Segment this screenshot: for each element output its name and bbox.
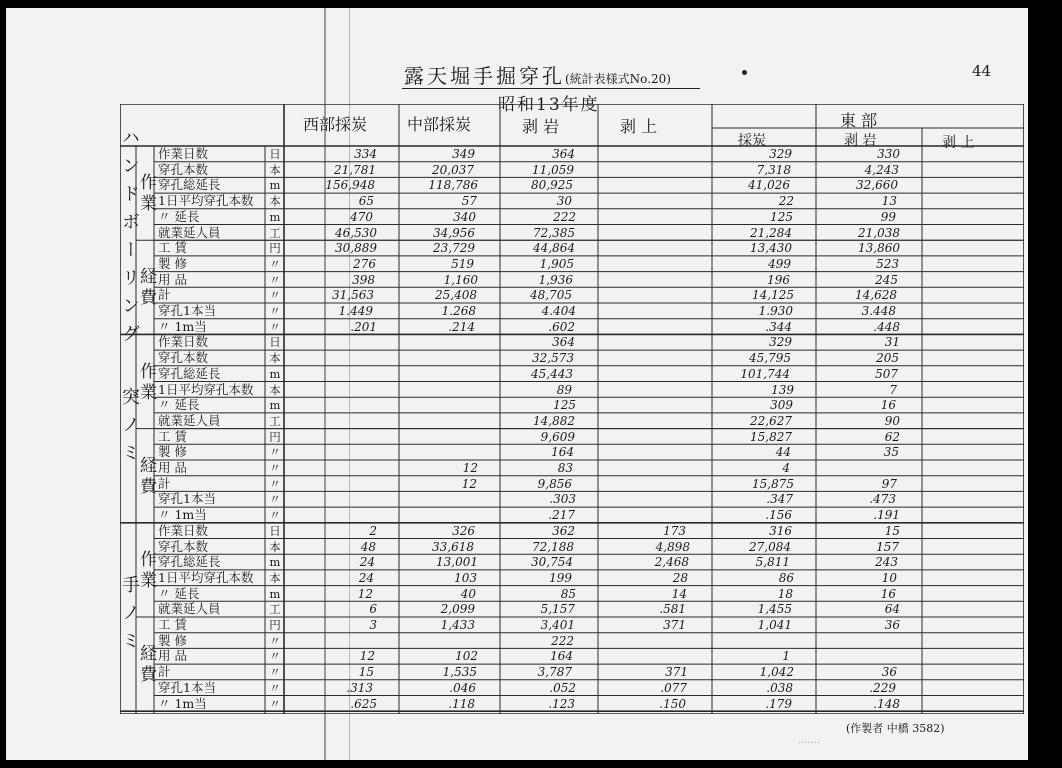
data-cell: 16 <box>880 586 896 601</box>
data-cell: 57 <box>461 194 477 209</box>
row-label: 用 品 <box>158 271 187 287</box>
data-cell: 80,925 <box>531 178 573 193</box>
data-cell: .046 <box>449 680 476 695</box>
row-unit: 〃 <box>269 680 281 695</box>
data-cell: 334 <box>354 147 377 161</box>
row-unit: 本 <box>269 539 281 554</box>
row-unit: m <box>269 555 281 570</box>
data-cell: 14,882 <box>533 413 575 428</box>
data-cell: 62 <box>884 429 900 444</box>
data-cell: 398 <box>352 272 375 287</box>
data-cell: 103 <box>454 570 477 585</box>
data-cell: 164 <box>551 445 574 460</box>
data-cell: 25,408 <box>435 288 477 303</box>
data-cell: 1,936 <box>538 272 573 287</box>
data-cell: 15 <box>884 523 900 538</box>
data-cell: 102 <box>455 649 478 664</box>
data-cell: 30,754 <box>531 555 573 570</box>
data-cell: 1,535 <box>442 665 477 680</box>
row-unit: m <box>269 366 281 381</box>
data-cell: 21,038 <box>858 225 900 240</box>
row-unit: m <box>269 398 281 413</box>
data-cell: .448 <box>873 319 900 334</box>
data-cell: 1 <box>782 649 790 664</box>
ink-dot <box>742 70 747 75</box>
data-cell: 199 <box>549 570 572 585</box>
row-unit: 円 <box>269 241 281 256</box>
row-unit: 円 <box>269 618 281 632</box>
row-label: 〃 延長 <box>158 397 200 413</box>
row-unit: m <box>269 178 281 193</box>
data-cell: 243 <box>875 555 898 570</box>
row-label: 穿孔総延長 <box>158 177 221 193</box>
east-group-header: 東 部 <box>840 111 878 130</box>
data-cell: .052 <box>549 680 576 695</box>
data-cell: 21,781 <box>334 162 376 177</box>
data-cell: 14,628 <box>855 288 897 303</box>
row-unit: 日 <box>269 335 281 350</box>
data-cell: 35 <box>883 445 899 460</box>
section-label: ハンドボーリング <box>119 128 140 353</box>
data-cell: 11,059 <box>532 162 574 177</box>
data-cell: 41,026 <box>748 178 790 193</box>
data-cell: .179 <box>765 696 792 711</box>
row-label: 製 修 <box>158 632 187 648</box>
data-cell: 4,243 <box>864 162 899 177</box>
data-cell: 5,811 <box>755 555 790 570</box>
row-label: 〃 1m当 <box>158 507 207 523</box>
row-label: 就業延人員 <box>158 224 221 240</box>
data-cell: 23,729 <box>433 241 475 256</box>
data-cell: 329 <box>769 335 792 350</box>
data-cell: 222 <box>551 633 574 648</box>
data-cell: 10 <box>881 570 897 585</box>
statistics-table <box>120 104 1024 714</box>
row-unit: 本 <box>269 162 281 177</box>
data-cell: 13,430 <box>750 241 792 256</box>
row-label: 1日平均穿孔本数 <box>158 381 254 397</box>
row-label: 穿孔1本当 <box>158 491 216 507</box>
data-cell: 18 <box>777 586 793 601</box>
row-unit: 〃 <box>269 476 281 491</box>
data-cell: 46,530 <box>335 225 377 240</box>
data-cell: 371 <box>665 665 688 680</box>
data-cell: 1,042 <box>759 665 794 680</box>
data-cell: 12 <box>359 649 375 664</box>
row-unit: 〃 <box>269 508 281 523</box>
title-underline <box>402 88 700 89</box>
row-label: 用 品 <box>158 460 187 475</box>
row-unit: 〃 <box>269 445 281 460</box>
title-text: 露天堀手掘穿孔 <box>404 64 565 88</box>
row-label: 穿孔総延長 <box>158 365 221 381</box>
group-label: 作業 <box>136 173 156 216</box>
data-cell: 4 <box>782 461 790 475</box>
row-unit: 工 <box>269 413 281 428</box>
row-unit: 〃 <box>269 288 281 303</box>
row-unit: 〃 <box>269 492 281 507</box>
data-cell: 36 <box>884 618 900 632</box>
data-cell: 44 <box>775 445 791 460</box>
row-unit: 本 <box>269 194 281 209</box>
row-unit: 〃 <box>269 319 281 334</box>
data-cell: 101,744 <box>740 366 790 381</box>
data-cell: 364 <box>552 147 575 161</box>
data-cell: 222 <box>553 209 576 224</box>
data-cell: 173 <box>663 523 686 538</box>
data-cell: .344 <box>765 319 792 334</box>
column-header: 剥 岩 <box>522 117 560 136</box>
data-cell: 326 <box>452 523 475 538</box>
data-cell: 15,827 <box>750 429 792 444</box>
data-cell: 364 <box>552 335 575 350</box>
group-label: 経費 <box>136 644 156 687</box>
data-cell: 523 <box>876 256 899 271</box>
data-cell: 72,385 <box>533 225 575 240</box>
data-cell: 3.448 <box>861 304 896 318</box>
row-unit: 本 <box>269 351 281 366</box>
data-cell: 24 <box>358 570 374 585</box>
row-label: 〃 延長 <box>158 208 200 224</box>
faint-stamp: ······· <box>798 738 821 749</box>
data-cell: 157 <box>876 539 899 554</box>
data-cell: 64 <box>884 602 900 617</box>
title-note: (統計表様式No.20) <box>565 72 671 86</box>
data-cell: 371 <box>663 618 686 632</box>
data-cell: 499 <box>768 256 791 271</box>
data-cell: 1,433 <box>440 618 475 632</box>
data-cell: 15,875 <box>752 476 794 491</box>
row-label: 製 修 <box>158 255 187 271</box>
data-cell: 164 <box>550 649 573 664</box>
data-cell: 205 <box>876 351 899 366</box>
data-cell: .148 <box>873 696 900 711</box>
data-cell: 45,795 <box>749 351 791 366</box>
data-cell: .602 <box>548 319 575 334</box>
data-cell: 1.449 <box>338 304 373 318</box>
row-label: 計 <box>158 287 171 303</box>
data-cell: 32,573 <box>532 351 574 366</box>
row-label: 工 賃 <box>158 617 187 632</box>
row-unit: 〃 <box>269 256 281 271</box>
data-cell: 276 <box>353 256 376 271</box>
row-label: 計 <box>158 664 171 680</box>
data-cell: 30,889 <box>335 241 377 256</box>
row-label: 製 修 <box>158 444 187 460</box>
data-cell: 16 <box>880 398 896 413</box>
row-label: 計 <box>158 475 171 491</box>
data-cell: .229 <box>869 680 896 695</box>
row-label: 作業日数 <box>158 522 209 538</box>
data-cell: 5,157 <box>540 602 575 617</box>
row-unit: 本 <box>269 570 281 585</box>
row-label: 〃 1m当 <box>158 695 207 711</box>
data-cell: 1,041 <box>757 618 792 632</box>
row-label: 工 賃 <box>158 428 187 444</box>
data-cell: .473 <box>869 492 896 507</box>
row-label: 1日平均穿孔本数 <box>158 193 254 209</box>
row-label: 〃 延長 <box>158 585 200 601</box>
data-cell: 118,786 <box>428 178 478 193</box>
group-label: 作業 <box>136 361 156 404</box>
data-cell: 1.930 <box>758 304 793 318</box>
data-cell: 34,956 <box>433 225 475 240</box>
data-cell: 48 <box>360 539 376 554</box>
data-cell: 362 <box>552 523 575 538</box>
data-cell: .191 <box>873 508 900 523</box>
data-cell: 3 <box>369 618 377 632</box>
row-unit: 〃 <box>269 633 281 648</box>
data-cell: 329 <box>769 147 792 161</box>
data-cell: 1,905 <box>539 256 574 271</box>
data-cell: 13 <box>881 194 897 209</box>
data-cell: 125 <box>553 398 576 413</box>
data-cell: .038 <box>766 680 793 695</box>
data-cell: 83 <box>557 461 573 475</box>
data-cell: 28 <box>672 570 688 585</box>
data-cell: .217 <box>548 508 575 523</box>
fiscal-year: 昭和13年度 <box>498 95 600 115</box>
data-cell: 7 <box>889 382 897 397</box>
data-cell: .118 <box>448 696 475 711</box>
data-cell: 14 <box>671 586 687 601</box>
data-cell: .123 <box>548 696 575 711</box>
data-cell: 36 <box>881 665 897 680</box>
row-label: 穿孔総延長 <box>158 554 221 570</box>
row-unit: 工 <box>269 225 281 240</box>
data-cell: 349 <box>452 147 475 161</box>
row-label: 穿孔1本当 <box>158 303 216 318</box>
data-cell: 85 <box>560 586 576 601</box>
row-label: 穿孔本数 <box>158 161 209 177</box>
data-cell: 21,284 <box>750 225 792 240</box>
data-cell: 33,618 <box>432 539 474 554</box>
data-cell: 31 <box>884 335 900 350</box>
data-cell: 65 <box>358 194 374 209</box>
data-cell: 13,860 <box>858 241 900 256</box>
data-cell: 30 <box>556 194 572 209</box>
row-label: 工 賃 <box>158 240 187 256</box>
data-cell: .201 <box>350 319 377 334</box>
column-header: 西部採炭 <box>303 115 368 134</box>
section-label: 突ノミ <box>119 386 140 471</box>
row-unit: m <box>269 586 281 601</box>
data-cell: 6 <box>369 602 377 617</box>
row-unit: 日 <box>269 523 281 538</box>
row-label: 作業日数 <box>158 334 209 350</box>
data-cell: 4,898 <box>655 539 690 554</box>
data-cell: 316 <box>769 523 792 538</box>
data-cell: 22 <box>778 194 794 209</box>
data-cell: 31,563 <box>332 288 374 303</box>
row-label: 穿孔本数 <box>158 538 209 554</box>
data-cell: 330 <box>877 147 900 161</box>
group-label: 経費 <box>136 455 156 498</box>
row-unit: 〃 <box>269 272 281 287</box>
data-cell: 86 <box>778 570 794 585</box>
data-cell: 45,443 <box>531 366 573 381</box>
page-number: 44 <box>972 62 992 80</box>
data-cell: 24 <box>359 555 375 570</box>
data-cell: 12 <box>461 476 477 491</box>
data-cell: 2,099 <box>440 602 475 617</box>
row-label: 用 品 <box>158 648 187 664</box>
row-label: 就業延人員 <box>158 412 221 428</box>
data-cell: 9,609 <box>540 429 575 444</box>
data-cell: 4.404 <box>541 304 576 318</box>
row-unit: 〃 <box>269 304 281 318</box>
data-cell: 12 <box>462 461 478 475</box>
data-cell: .347 <box>766 492 793 507</box>
document-page <box>6 8 1028 760</box>
data-cell: 470 <box>350 209 373 224</box>
row-label: 穿孔1本当 <box>158 679 216 695</box>
data-cell: 3,787 <box>537 665 572 680</box>
data-cell: 309 <box>770 398 793 413</box>
data-cell: 15 <box>358 665 374 680</box>
data-cell: 1,455 <box>757 602 792 617</box>
column-header: 剥 岩 <box>844 133 877 149</box>
row-label: 作業日数 <box>158 146 209 161</box>
data-cell: 245 <box>875 272 898 287</box>
row-label: 〃 1m当 <box>158 318 207 334</box>
data-cell: 1,160 <box>443 272 478 287</box>
data-cell: 90 <box>884 413 900 428</box>
data-cell: 32,660 <box>856 178 898 193</box>
data-cell: .077 <box>660 680 687 695</box>
data-cell: 97 <box>881 476 897 491</box>
data-cell: 72,188 <box>532 539 574 554</box>
column-header: 剥 上 <box>620 117 658 136</box>
data-cell: 7,318 <box>756 162 791 177</box>
data-cell: 3,401 <box>540 618 575 632</box>
footnote: (作製者 中橋 3582) <box>846 722 945 735</box>
group-label: 経費 <box>136 267 156 310</box>
data-cell: 27,084 <box>749 539 791 554</box>
row-unit: 日 <box>269 147 281 161</box>
page-title <box>404 60 671 89</box>
data-cell: 125 <box>770 209 793 224</box>
data-cell: 14,125 <box>752 288 794 303</box>
data-cell: 2 <box>369 523 377 538</box>
data-cell: 2,468 <box>654 555 689 570</box>
data-cell: 196 <box>767 272 790 287</box>
row-unit: 本 <box>269 382 281 397</box>
row-unit: 工 <box>269 602 281 617</box>
data-cell: 156,948 <box>325 178 375 193</box>
row-unit: m <box>269 209 281 224</box>
data-cell: 22,627 <box>750 413 792 428</box>
data-cell: .156 <box>765 508 792 523</box>
data-cell: .313 <box>346 680 373 695</box>
column-header: 採炭 <box>738 133 766 149</box>
data-cell: .214 <box>448 319 475 334</box>
row-unit: 円 <box>269 429 281 444</box>
data-cell: 48,705 <box>530 288 572 303</box>
data-cell: .150 <box>659 696 686 711</box>
data-cell: 1.268 <box>441 304 476 318</box>
data-cell: 89 <box>556 382 572 397</box>
data-cell: 44,864 <box>533 241 575 256</box>
section-label: 手ノミ <box>119 575 140 659</box>
data-cell: 507 <box>875 366 898 381</box>
data-cell: 9,856 <box>537 476 572 491</box>
row-unit: 〃 <box>269 665 281 680</box>
data-cell: 139 <box>771 382 794 397</box>
data-cell: .625 <box>350 696 377 711</box>
data-cell: 40 <box>460 586 476 601</box>
data-cell: 12 <box>357 586 373 601</box>
data-cell: .303 <box>549 492 576 507</box>
row-unit: 〃 <box>269 696 281 711</box>
group-label: 作業 <box>136 549 156 592</box>
data-cell: 99 <box>880 209 896 224</box>
data-cell: 13,001 <box>436 555 478 570</box>
row-label: 就業延人員 <box>158 601 221 617</box>
row-label: 穿孔本数 <box>158 350 209 366</box>
column-header: 中部採炭 <box>407 115 472 134</box>
column-header: 剥 上 <box>942 135 975 151</box>
row-label: 1日平均穿孔本数 <box>158 569 254 585</box>
data-cell: 519 <box>451 256 474 271</box>
data-cell: 20,037 <box>432 162 474 177</box>
row-unit: 〃 <box>269 649 281 664</box>
data-cell: 340 <box>453 209 476 224</box>
data-cell: .581 <box>659 602 686 617</box>
row-unit: 〃 <box>269 461 281 475</box>
